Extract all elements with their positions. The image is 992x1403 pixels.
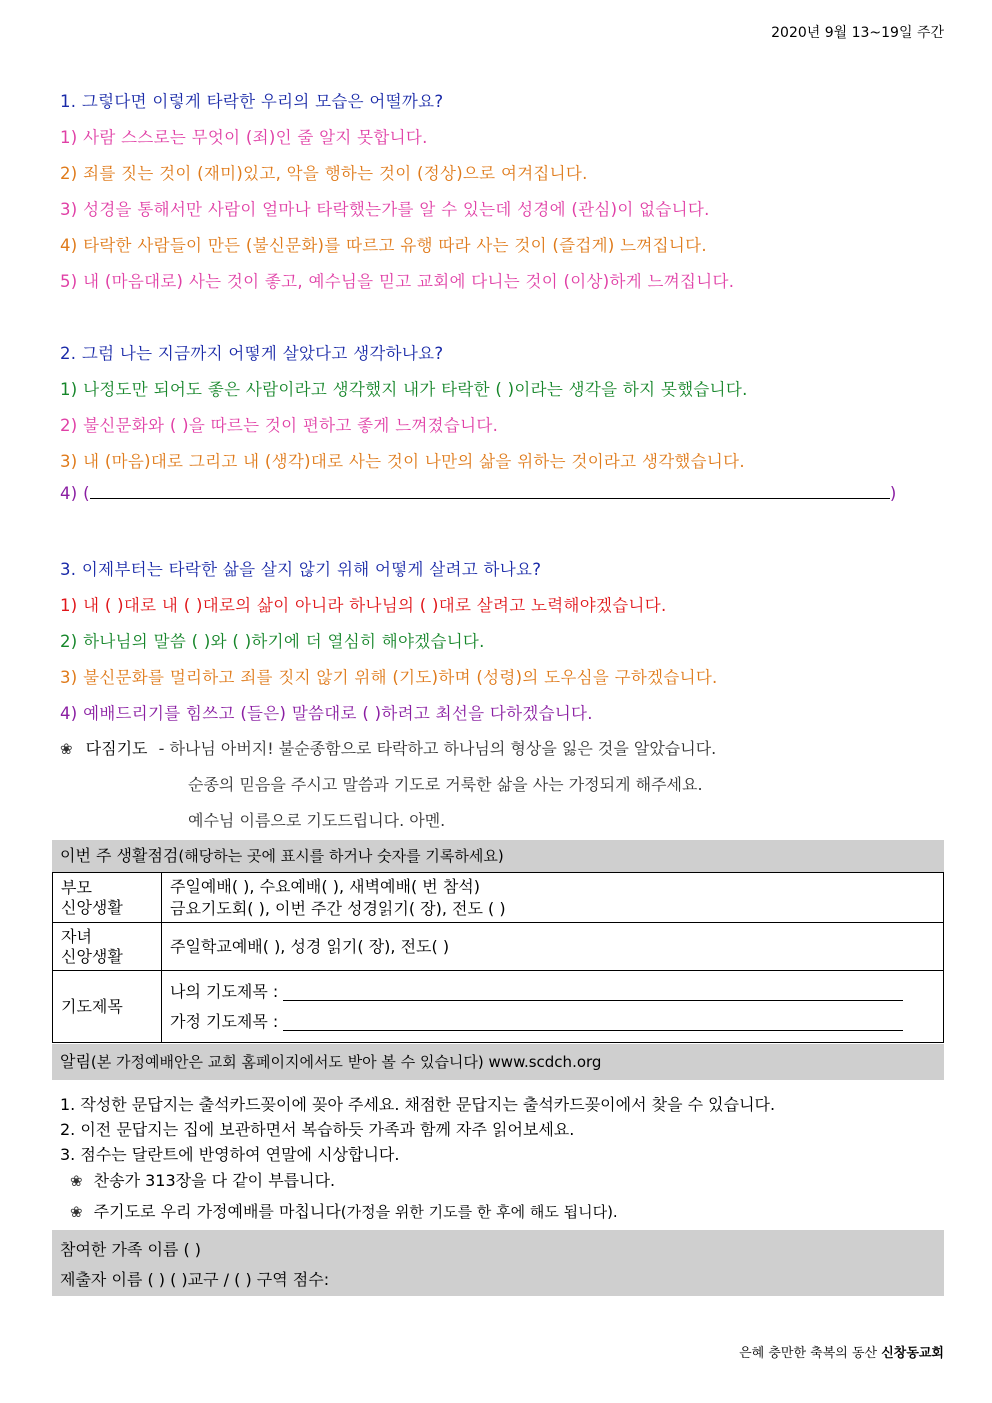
family-prayer-label: 가정 기도제목 : bbox=[170, 1011, 279, 1031]
submitter-field[interactable]: 제출자 이름 ( ) ( )교구 / ( ) 구역 점수: bbox=[60, 1270, 330, 1289]
notice-title: 알림 bbox=[60, 1052, 91, 1071]
parents-label-line-2: 신앙생활 bbox=[61, 897, 123, 917]
children-label-line-2: 신앙생활 bbox=[61, 946, 123, 966]
section3-item-2: 2) 하나님의 말씀 ( )와 ( )하기에 더 열심히 해야겠습니다. bbox=[60, 632, 485, 651]
parents-label bbox=[53, 873, 162, 923]
date-header: 2020년 9월 13~19일 주간 bbox=[771, 25, 944, 41]
my-prayer-row[interactable] bbox=[170, 981, 935, 1003]
section2-item-4-prefix: 4) ( bbox=[60, 484, 90, 503]
footer bbox=[739, 1342, 944, 1361]
section3-question: 3. 이제부터는 타락한 삶을 살지 않기 위해 어떻게 살려고 하나요? bbox=[60, 560, 542, 579]
table-row-parents bbox=[53, 873, 944, 923]
notice-item-3: 3. 점수는 달란트에 반영하여 연말에 시상합니다. bbox=[60, 1145, 400, 1164]
children-label bbox=[53, 923, 162, 971]
flower-icon: ❀ bbox=[60, 740, 73, 758]
checklist-title: 이번 주 생활점검 bbox=[60, 846, 179, 865]
section3-item-1: 1) 내 ( )대로 내 ( )대로의 삶이 아니라 하나님의 ( )대로 살려고 노력해야겠습니다. bbox=[60, 596, 667, 615]
checklist-header bbox=[52, 840, 944, 872]
hymn-line bbox=[70, 1168, 335, 1191]
flower-icon: ❀ bbox=[70, 1172, 83, 1190]
closing-note: (가정을 위한 기도를 한 후에 해도 됩니다). bbox=[340, 1203, 618, 1221]
section2-item-4-blank[interactable] bbox=[90, 484, 890, 499]
section2-item-1: 1) 나정도만 되어도 좋은 사람이라고 생각했지 내가 타락한 ( )이라는 생각을 하지 못했습니다. bbox=[60, 380, 748, 399]
checklist-table bbox=[52, 872, 944, 1043]
prayer-line-2: 순종의 믿음을 주시고 말씀과 기도로 거룩한 삶을 사는 가정되게 해주세요. bbox=[188, 775, 703, 794]
checklist-subtitle: (해당하는 곳에 표시를 하거나 숫자를 기록하세요) bbox=[178, 847, 504, 865]
section1-question: 1. 그렇다면 이렇게 타락한 우리의 모습은 어떨까요? bbox=[60, 92, 444, 111]
section2-item-3: 3) 내 (마음)대로 그리고 내 (생각)대로 사는 것이 나만의 삶을 위하는 것이라고 생각했습니다. bbox=[60, 452, 745, 471]
family-prayer-row[interactable] bbox=[170, 1011, 935, 1033]
notice-subtitle: (본 가정예배안은 교회 홈페이지에서도 받아 볼 수 있습니다) www.scdch.org bbox=[90, 1053, 602, 1071]
parents-label-line-1: 부모 bbox=[61, 877, 92, 897]
section3-item-3: 3) 불신문화를 멀리하고 죄를 짓지 않기 위해 (기도)하며 (성령)의 도우심을 구하겠습니다. bbox=[60, 668, 718, 687]
notice-item-1: 1. 작성한 문답지는 출석카드꽂이에 꽂아 주세요. 채점한 문답지는 출석카드꽂이에서 찾을 수 있습니다. bbox=[60, 1095, 776, 1114]
children-values[interactable]: 주일학교예배( ), 성경 읽기( 장), 전도( ) bbox=[162, 923, 944, 971]
notice-header bbox=[52, 1044, 944, 1080]
prayer-line-3: 예수님 이름으로 기도드립니다. 아멘. bbox=[188, 811, 446, 830]
church-name: 신창동교회 bbox=[881, 1346, 944, 1361]
section2-question: 2. 그럼 나는 지금까지 어떻게 살았다고 생각하나요? bbox=[60, 344, 444, 363]
family-names-field[interactable]: 참여한 가족 이름 ( ) bbox=[60, 1240, 202, 1259]
section2-item-4[interactable] bbox=[60, 484, 897, 503]
family-prayer-field[interactable] bbox=[283, 1014, 903, 1031]
prayer-label: 다짐기도 bbox=[85, 739, 148, 758]
section1-item-1: 1) 사람 스스로는 무엇이 (죄)인 줄 알지 못합니다. bbox=[60, 128, 428, 147]
commitment-prayer bbox=[60, 736, 716, 759]
flower-icon: ❀ bbox=[70, 1203, 83, 1221]
parents-line-2[interactable]: 금요기도회( ), 이번 주간 성경읽기( 장), 전도 ( ) bbox=[170, 898, 506, 918]
prayer-line-1: - 하나님 아버지! 불순종함으로 타락하고 하나님의 형상을 잃은 것을 알았습니다. bbox=[158, 739, 717, 758]
closing-line bbox=[70, 1199, 618, 1222]
section1-item-2: 2) 죄를 짓는 것이 (재미)있고, 악을 행하는 것이 (정상)으로 여겨집니다. bbox=[60, 164, 588, 183]
parents-line-1[interactable]: 주일예배( ), 수요예배( ), 새벽예배( 번 참석) bbox=[170, 876, 480, 896]
closing-main: 주기도로 우리 가정예배를 마칩니다 bbox=[93, 1202, 341, 1221]
table-row-children bbox=[53, 923, 944, 971]
my-prayer-field[interactable] bbox=[283, 984, 903, 1001]
section2-item-4-suffix: ) bbox=[889, 484, 897, 503]
section1-item-5: 5) 내 (마음대로) 사는 것이 좋고, 예수님을 믿고 교회에 다니는 것이 (이상)하게 느껴집니다. bbox=[60, 272, 735, 291]
hymn-text: 찬송가 313장을 다 같이 부릅니다. bbox=[93, 1171, 336, 1190]
prayer-topics-values bbox=[162, 971, 944, 1043]
footer-slogan: 은혜 충만한 축복의 동산 bbox=[739, 1346, 878, 1361]
section3-item-4: 4) 예배드리기를 힘쓰고 (들은) 말씀대로 ( )하려고 최선을 다하겠습니다. bbox=[60, 704, 593, 723]
table-row-prayer bbox=[53, 971, 944, 1043]
prayer-topics-label: 기도제목 bbox=[53, 971, 162, 1043]
section1-item-3: 3) 성경을 통해서만 사람이 얼마나 타락했는가를 알 수 있는데 성경에 (관심)이 없습니다. bbox=[60, 200, 710, 219]
children-label-line-1: 자녀 bbox=[61, 926, 92, 946]
notice-item-2: 2. 이전 문답지는 집에 보관하면서 복습하듯 가족과 함께 자주 읽어보세요. bbox=[60, 1120, 575, 1139]
section1-item-4: 4) 타락한 사람들이 만든 (불신문화)를 따르고 유행 따라 사는 것이 (즐겁게) 느껴집니다. bbox=[60, 236, 707, 255]
parents-values[interactable] bbox=[162, 873, 944, 923]
my-prayer-label: 나의 기도제목 : bbox=[170, 981, 279, 1001]
section2-item-2: 2) 불신문화와 ( )을 따르는 것이 편하고 좋게 느껴졌습니다. bbox=[60, 416, 499, 435]
